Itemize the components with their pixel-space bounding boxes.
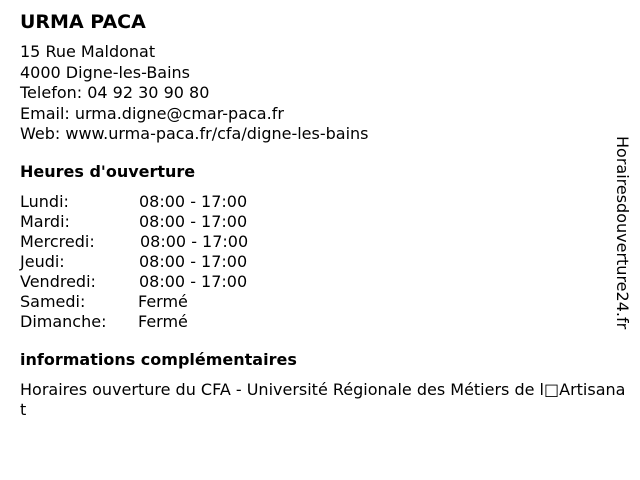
additional-info-heading: informations complémentaires bbox=[20, 349, 297, 369]
hours-row-sunday bbox=[20, 312, 620, 332]
day-label: Lundi: bbox=[20, 191, 69, 211]
hours-row-monday bbox=[20, 192, 620, 212]
day-label: Mardi: bbox=[20, 211, 70, 231]
address-city: 4000 Digne-les-Bains bbox=[20, 62, 191, 82]
day-label: Vendredi: bbox=[20, 271, 96, 291]
day-label: Samedi: bbox=[20, 291, 86, 311]
phone-number: Telefon: 04 92 30 90 80 bbox=[20, 83, 210, 102]
time-value: 08:00 - 17:00 bbox=[140, 231, 249, 251]
opening-hours-table bbox=[20, 192, 620, 332]
site-brand-vertical: Horairesdouverture24.fr bbox=[613, 136, 632, 330]
time-value: Fermé bbox=[138, 291, 188, 311]
contact-block bbox=[20, 42, 620, 145]
day-label: Jeudi: bbox=[20, 251, 65, 271]
day-label: Mercredi: bbox=[20, 231, 95, 251]
hours-row-tuesday bbox=[20, 212, 620, 232]
time-value: Fermé bbox=[138, 311, 188, 331]
time-value: 08:00 - 17:00 bbox=[139, 191, 248, 211]
hours-row-wednesday bbox=[20, 232, 620, 252]
time-value: 08:00 - 17:00 bbox=[139, 251, 248, 271]
hours-row-friday bbox=[20, 272, 620, 292]
address-street: 15 Rue Maldonat bbox=[20, 42, 156, 61]
time-value: 08:00 - 17:00 bbox=[139, 211, 248, 231]
opening-hours-heading: Heures d'ouverture bbox=[20, 161, 196, 181]
additional-info-text: Horaires ouverture du CFA - Université Régionale des Métiers de l□Artisanat bbox=[20, 379, 626, 419]
business-name: URMA PACA bbox=[20, 11, 146, 33]
day-label: Dimanche: bbox=[20, 311, 107, 331]
hours-row-thursday bbox=[20, 252, 620, 272]
time-value: 08:00 - 17:00 bbox=[139, 271, 248, 291]
email-address: Email: urma.digne@cmar-paca.fr bbox=[20, 103, 284, 123]
hours-row-saturday bbox=[20, 292, 620, 312]
website-address: Web: www.urma-paca.fr/cfa/digne-les-bains bbox=[20, 124, 369, 143]
